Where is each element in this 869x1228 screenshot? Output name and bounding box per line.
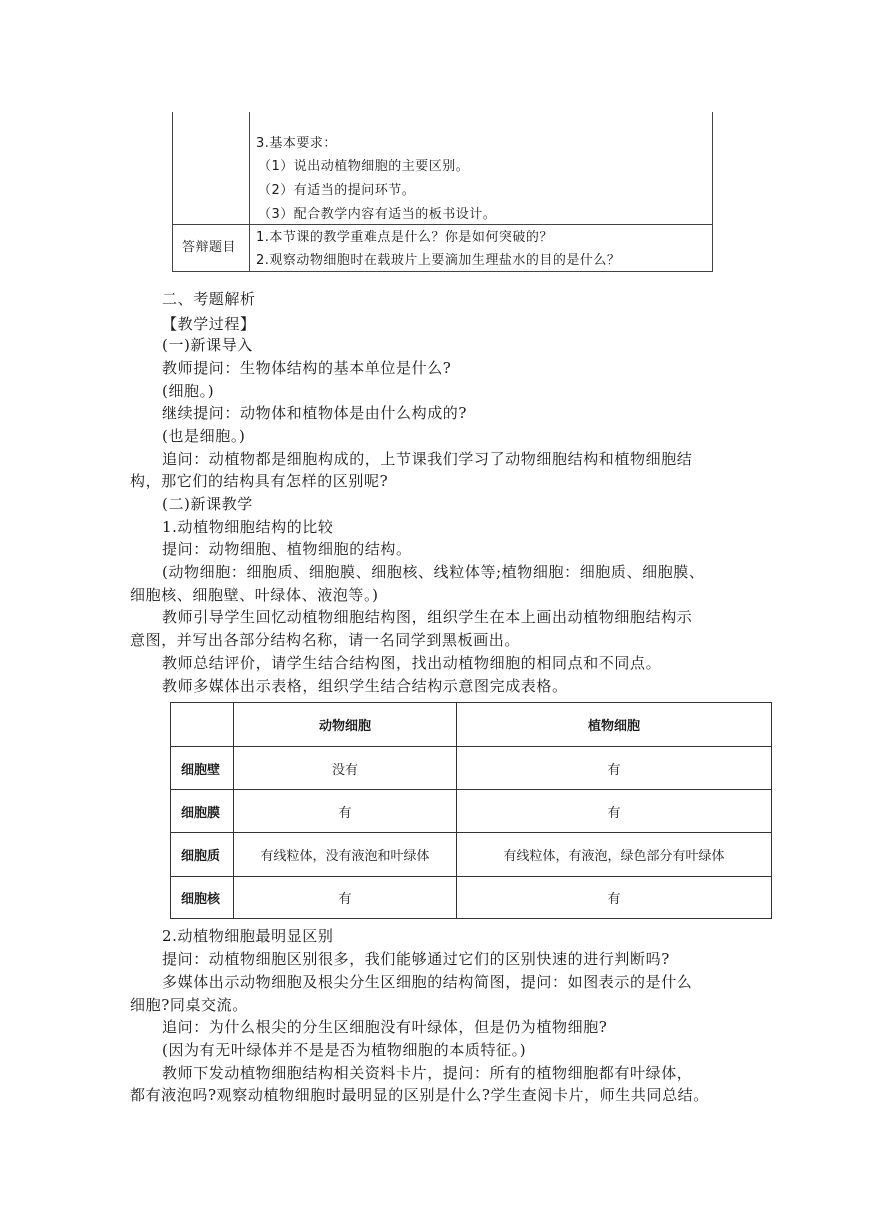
paragraph-line: (动物细胞：细胞质、细胞膜、细胞核、线粒体等;植物细胞：细胞质、细胞膜、 bbox=[162, 563, 705, 581]
table-cell: 有线粒体，有液泡，绿色部分有叶绿体 bbox=[457, 833, 772, 877]
paragraph-line: 教师提问：生物体结构的基本单位是什么? bbox=[162, 359, 452, 377]
requirements-table bbox=[172, 112, 713, 272]
table-header-cell bbox=[171, 703, 234, 747]
table-cell: 有 bbox=[234, 790, 457, 833]
table-header-cell: 植物细胞 bbox=[457, 703, 772, 747]
table-header-row bbox=[171, 703, 772, 747]
table-header-cell: 动物细胞 bbox=[234, 703, 457, 747]
row-header-cell: 细胞膜 bbox=[171, 790, 234, 833]
subsection-heading: (一)新课导入 bbox=[162, 336, 253, 354]
table-row bbox=[171, 747, 772, 790]
table-border-right bbox=[712, 112, 713, 272]
paragraph-line: 教师多媒体出示表格，组织学生结合结构示意图完成表格。 bbox=[162, 677, 568, 695]
table-cell: 有 bbox=[234, 877, 457, 919]
requirement-item: （2）有适当的提问环节。 bbox=[258, 183, 416, 198]
paragraph-line: 都有液泡吗?观察动植物细胞时最明显的区别是什么?学生查阅卡片，师生共同总结。 bbox=[130, 1086, 709, 1104]
table-border-left bbox=[172, 112, 173, 272]
row-header-cell: 细胞壁 bbox=[171, 747, 234, 790]
paragraph-line: 教师引导学生回忆动植物细胞结构图，组织学生在本上画出动植物细胞结构示 bbox=[162, 608, 693, 626]
subsection-heading: 2.动植物细胞最明显区别 bbox=[162, 927, 334, 945]
defense-question: 2.观察动物细胞时在载玻片上要滴加生理盐水的目的是什么？ bbox=[256, 253, 621, 268]
paragraph-line: 追问：动植物都是细胞构成的，上节课我们学习了动物细胞结构和植物细胞结 bbox=[162, 450, 693, 468]
paragraph-line: 意图，并写出各部分结构名称，请一名同学到黑板画出。 bbox=[130, 631, 521, 649]
cell-comparison-table bbox=[170, 702, 772, 919]
paragraph-line: 1.动植物细胞结构的比较 bbox=[162, 518, 334, 536]
table-border-bottom bbox=[172, 271, 713, 272]
requirement-item: （3）配合教学内容有适当的板书设计。 bbox=[258, 207, 497, 222]
paragraph-line: (细胞。) bbox=[162, 382, 215, 400]
table-cell: 有 bbox=[457, 747, 772, 790]
paragraph-line: 多媒体出示动物细胞及根尖分生区细胞的结构简图，提问：如图表示的是什么 bbox=[162, 973, 693, 991]
table-cell: 有 bbox=[457, 790, 772, 833]
paragraph-line: 教师总结评价，请学生结合结构图，找出动植物细胞的相同点和不同点。 bbox=[162, 654, 662, 672]
table-row-divider bbox=[172, 224, 713, 225]
paragraph-line: 继续提问：动物体和植物体是由什么构成的? bbox=[162, 404, 468, 422]
paragraph-line: 提问：动植物细胞区别很多，我们能够通过它们的区别快速的进行判断吗? bbox=[162, 950, 670, 968]
paragraph-line: 追问：为什么根尖的分生区细胞没有叶绿体，但是仍为植物细胞? bbox=[162, 1018, 608, 1036]
defense-question: 1.本节课的教学重难点是什么？你是如何突破的？ bbox=[256, 230, 553, 245]
paragraph-line: 提问：动物细胞、植物细胞的结构。 bbox=[162, 540, 412, 558]
subsection-heading: 【教学过程】 bbox=[162, 315, 256, 333]
table-row bbox=[171, 833, 772, 877]
table-cell: 有 bbox=[457, 877, 772, 919]
table-row bbox=[171, 790, 772, 833]
paragraph-line: 构，那它们的结构具有怎样的区别呢? bbox=[130, 472, 389, 490]
paragraph-line: 细胞核、细胞壁、叶绿体、液泡等。) bbox=[130, 586, 379, 604]
paragraph-line: (因为有无叶绿体并不是是否为植物细胞的本质特征。) bbox=[162, 1041, 527, 1059]
row-header-cell: 细胞核 bbox=[171, 877, 234, 919]
row-header-cell: 细胞质 bbox=[171, 833, 234, 877]
paragraph-line: (也是细胞。) bbox=[162, 427, 246, 445]
defense-label: 答辩题目 bbox=[182, 240, 237, 255]
table-cell: 有线粒体，没有液泡和叶绿体 bbox=[234, 833, 457, 877]
section-heading: 二、考题解析 bbox=[162, 290, 256, 308]
requirements-title: 3.基本要求： bbox=[256, 136, 337, 151]
paragraph-line: 细胞?同桌交流。 bbox=[130, 996, 248, 1014]
table-row bbox=[171, 877, 772, 919]
subsection-heading: (二)新课教学 bbox=[162, 495, 253, 513]
requirement-item: （1）说出动植物细胞的主要区别。 bbox=[258, 159, 470, 174]
table-column-divider bbox=[249, 112, 250, 272]
table-cell: 没有 bbox=[234, 747, 457, 790]
paragraph-line: 教师下发动植物细胞结构相关资料卡片，提问：所有的植物细胞都有叶绿体， bbox=[162, 1064, 693, 1082]
